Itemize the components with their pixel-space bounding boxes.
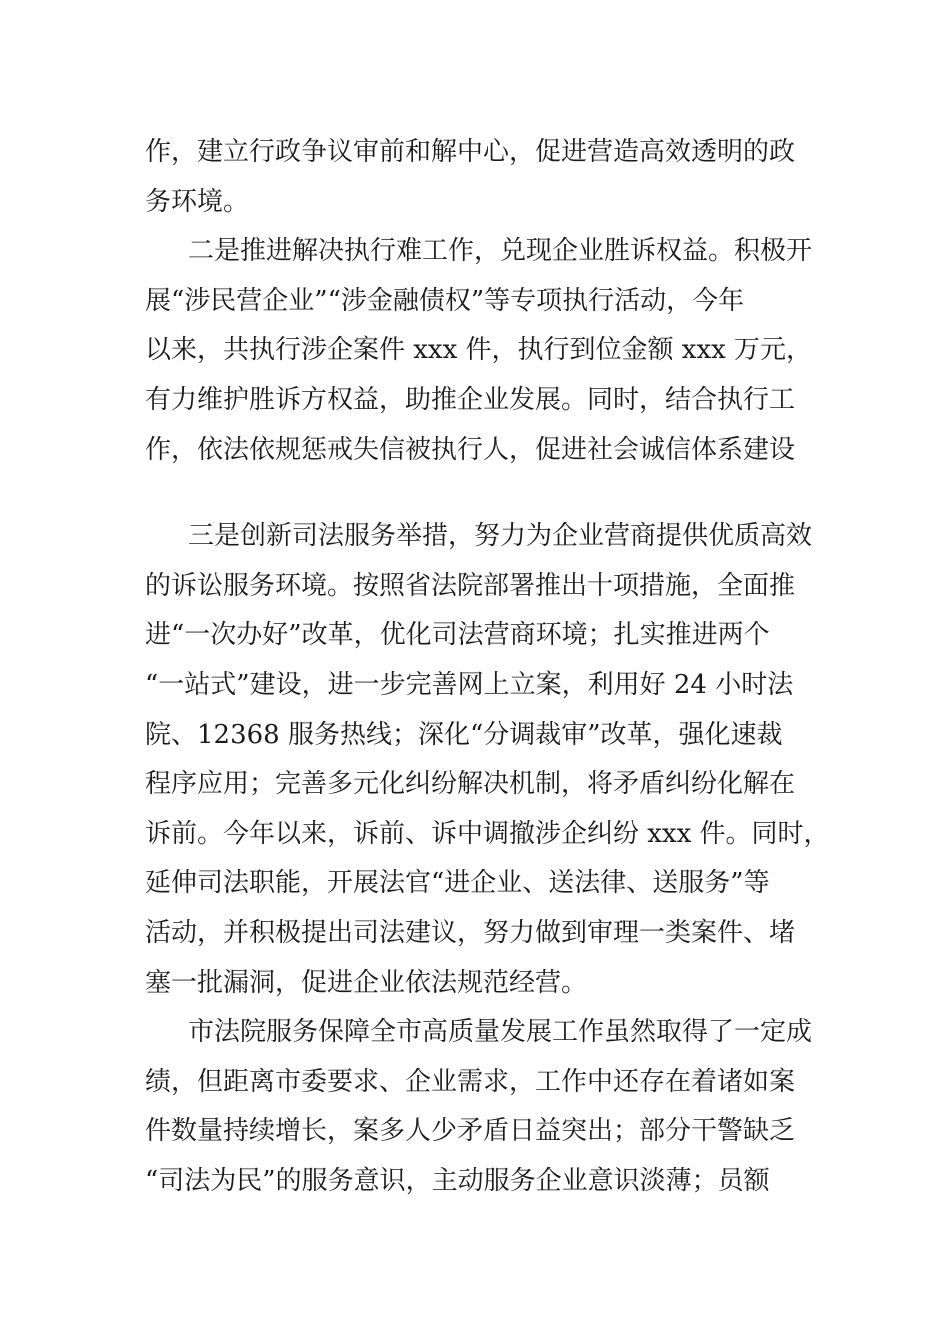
paragraph-gap: [145, 475, 825, 512]
text-line: “一站式”建设，进一步完善网上立案，利用好 24 小时法: [145, 669, 794, 700]
text-line: 塞一批漏洞，促进企业依法规范经营。: [145, 967, 588, 998]
text-line: 二是推进解决执行难工作，兑现企业胜诉权益。积极开: [188, 236, 813, 267]
text-line: 的诉讼服务环境。按照省法院部署推出十项措施，全面推: [145, 570, 796, 601]
text-line: 进“一次办好”改革，优化司法营商环境；扎实推进两个: [145, 620, 770, 651]
text-line: 绩，但距离市委要求、企业需求，工作中还存在着诸如案: [145, 1066, 796, 1097]
text-line: 市法院服务保障全市高质量发展工作虽然取得了一定成: [188, 1017, 813, 1048]
text-line: 延伸司法职能，开展法官“进企业、送法律、送服务”等: [145, 868, 770, 899]
paragraph-continuation: [145, 128, 825, 227]
document-body: [145, 128, 830, 1206]
text-line: 活动，并积极提出司法建议，努力做到审理一类案件、堵: [145, 917, 796, 948]
text-line: 务环境。: [145, 186, 250, 217]
text-line: 以来，共执行涉企案件 xxx 件，执行到位金额 xxx 万元，: [145, 335, 813, 366]
text-line: 程序应用；完善多元化纠纷解决机制，将矛盾纠纷化解在: [145, 769, 796, 800]
text-line: “司法为民”的服务意识，主动服务企业意识淡薄；员额: [145, 1165, 770, 1196]
text-line: 三是创新司法服务举措，努力为企业营商提供优质高效: [188, 521, 813, 552]
text-line: 院、12368 服务热线；深化“分调裁审”改革，强化速裁: [145, 719, 783, 750]
paragraph-judicial-service: [145, 512, 830, 1008]
text-line: 作，建立行政争议审前和解中心，促进营造高效透明的政: [145, 137, 796, 167]
text-line: 有力维护胜诉方权益，助推企业发展。同时，结合执行工: [145, 384, 796, 415]
text-line: 展“涉民营企业”“涉金融债权”等专项执行活动，今年: [145, 285, 745, 316]
paragraph-shortcomings: [145, 1008, 825, 1206]
text-line: 件数量持续增长，案多人少矛盾日益突出；部分干警缺乏: [145, 1116, 796, 1147]
paragraph-enforcement: [145, 227, 825, 475]
text-line: 作，依法依规惩戒失信被执行人，促进社会诚信体系建设: [145, 434, 796, 465]
text-line: 诉前。今年以来，诉前、诉中调撤涉企纠纷 xxx 件。同时，: [145, 818, 830, 849]
